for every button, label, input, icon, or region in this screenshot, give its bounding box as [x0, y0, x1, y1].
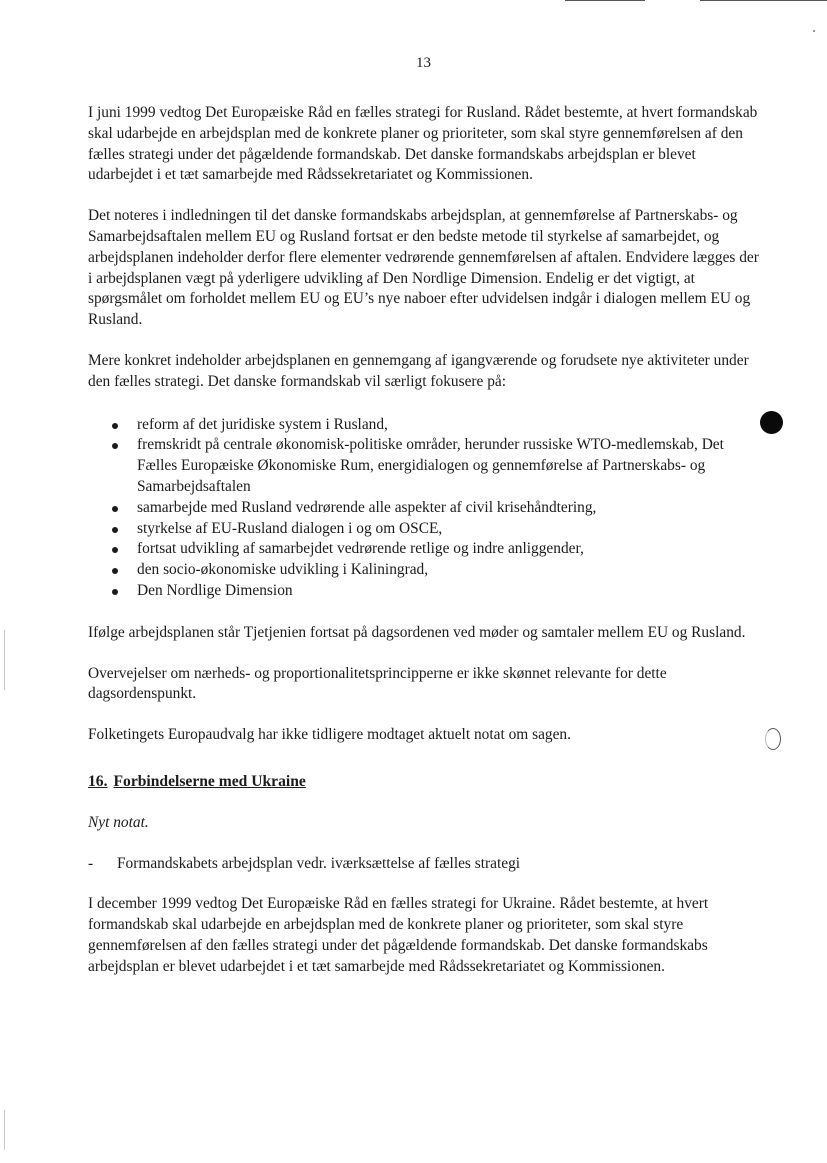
- dash-list-item: [88, 854, 760, 875]
- paragraph-committee-note: Folketingets Europaudvalg har ikke tidligere modtaget aktuelt notat om sagen.: [88, 726, 571, 744]
- dash-list-item-text: Formandskabets arbejdsplan vedr. iværksættelse af fælles strategi: [117, 854, 521, 872]
- list-item-text: fremskridt på centrale økonomisk-politiske områder, herunder russiske WTO-medlemskab, Det Fælles Europæiske Økonomiske Rum, energidialogen og gennemførelse af Partnerskabs- og Samarbejdsaftalen: [137, 436, 724, 495]
- list-item: [88, 519, 760, 540]
- list-item-text: reform af det juridiske system i Rusland,: [137, 415, 388, 433]
- paragraph-subsidiarity: Overvejelser om nærheds- og proportionalitetsprincipperne er ikke skønnet relevante for dette dagsordenspunkt.: [88, 664, 667, 703]
- bullet-icon: [112, 568, 118, 574]
- list-item: [88, 415, 760, 436]
- paragraph-rusland-strategy: I juni 1999 vedtog Det Europæiske Råd en fælles strategi for Rusland. Rådet bestemte, at hvert formandskab skal udarbejde en arbejdsplan med de konkrete planer og prioriteter, som skal styre gennemførelsen af den fælles strategi under det pågældende formandskab. Det danske formandskabs arbejdsplan er blevet udarbejdet i et tæt samarbejde med Rådssekretariatet og Kommissionen.: [88, 104, 758, 184]
- page-number: 13: [416, 55, 431, 71]
- list-item: [88, 498, 760, 519]
- bullet-icon: [112, 443, 118, 449]
- document-body: [88, 103, 760, 998]
- list-item: [88, 539, 760, 560]
- bullet-icon: [112, 589, 118, 595]
- bullet-icon: [112, 547, 118, 553]
- scan-speck: [813, 30, 815, 32]
- section-title: Forbindelserne med Ukraine: [113, 772, 306, 790]
- top-edge-rule: [565, 0, 645, 1]
- punch-hole-icon: [760, 411, 783, 434]
- dash-marker: -: [88, 854, 94, 872]
- top-edge-rule: [700, 0, 827, 1]
- list-item-text: fortsat udvikling af samarbejdet vedrørende retlige og indre anliggender,: [137, 540, 584, 558]
- paragraph-ukraine-strategy: I december 1999 vedtog Det Europæiske Råd en fælles strategi for Ukraine. Rådet bestemte, at hvert formandskab skal udarbejde en arbejdsplan med de konkrete planer og prioriteter, som skal styre gennemførelsen af den fælles strategi under det pågældende formandskab. Det danske formandskabs arbejdsplan er blevet udarbejdet i et tæt samarbejde med Rådssekretariatet og Kommissionen.: [88, 895, 709, 975]
- bullet-icon: [112, 423, 118, 429]
- punch-hole-outline-icon: [765, 728, 781, 750]
- list-item-text: Den Nordlige Dimension: [137, 581, 293, 599]
- scan-margin-line: [4, 1110, 5, 1150]
- section-number: 16.: [88, 772, 108, 790]
- list-item: [88, 581, 760, 602]
- list-item-text: styrkelse af EU-Rusland dialogen i og om OSCE,: [137, 519, 443, 537]
- bullet-icon: [112, 506, 118, 512]
- note-label: Nyt notat.: [88, 813, 149, 831]
- focus-list: [88, 415, 760, 602]
- list-item: [88, 560, 760, 581]
- paragraph-workplan-intro: Det noteres i indledningen til det danske formandskabs arbejdsplan, at gennemførelse af Partnerskabs- og Samarbejdsaftalen mellem EU og Rusland fortsat er den bedste metode til styrkelse af samarbejdet, og arbejdsplanen indeholder derfor flere elementer vedrørende gennemførelsen af aftalen. Endvidere lægges der i arbejdsplanen vægt på yderligere udvikling af Den Nordlige Dimension. Endelig er det vigtigt, at spørgsmålet om forholdet mellem EU og EU’s nye naboer efter udvidelsen indgår i dialogen mellem EU og Rusland.: [88, 207, 759, 329]
- paragraph-tjetjenien: Ifølge arbejdsplanen står Tjetjenien fortsat på dagsordenen ved møder og samtaler mellem EU og Rusland.: [88, 623, 746, 641]
- scan-margin-line: [4, 630, 5, 690]
- list-item-text: den socio-økonomiske udvikling i Kaliningrad,: [137, 561, 429, 579]
- bullet-icon: [112, 527, 118, 533]
- section-heading: [88, 772, 760, 793]
- list-item: [88, 435, 760, 497]
- paragraph-focus-intro: Mere konkret indeholder arbejdsplanen en gennemgang af igangværende og forudsete nye aktiviteter under den fælles strategi. Det danske formandskab vil særligt fokusere på:: [88, 351, 749, 390]
- list-item-text: samarbejde med Rusland vedrørende alle aspekter af civil krisehåndtering,: [137, 498, 597, 516]
